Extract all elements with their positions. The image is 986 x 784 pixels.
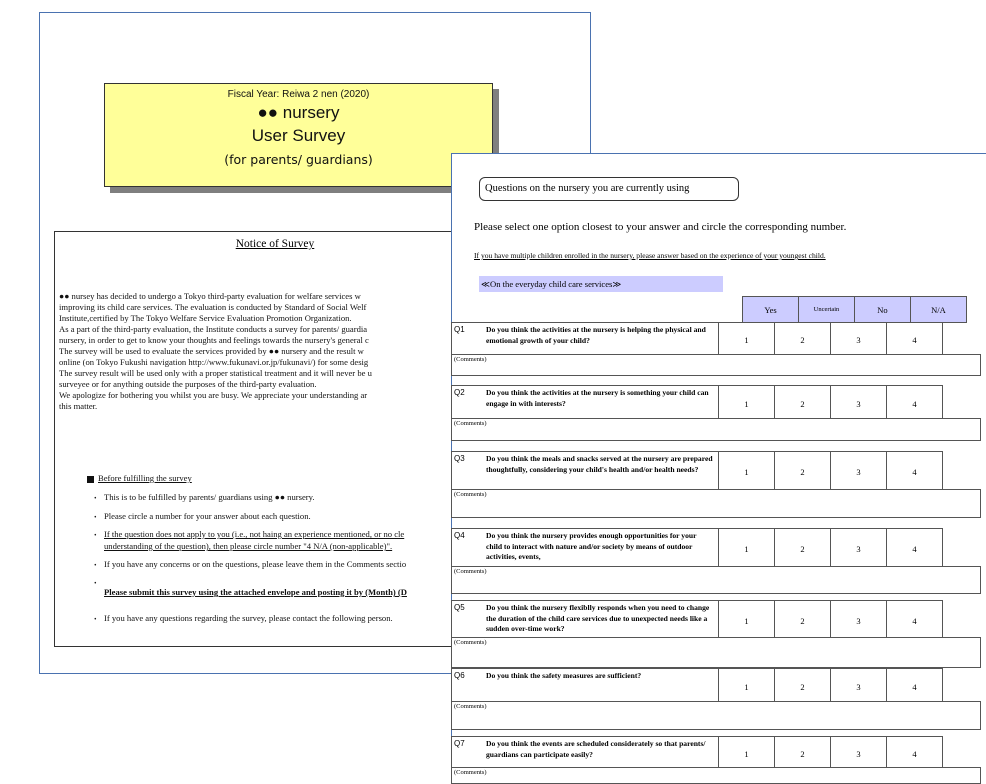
questionnaire-header: Questions on the nursery you are currently using [479,177,739,201]
comments-field[interactable]: (Comments) [451,354,981,376]
question-number: Q6 [454,671,465,680]
bullet-dot-icon: ・ [91,614,100,624]
bullet-dot-icon: ・ [91,512,100,522]
question-text: Do you think the nursery flexiblly responds when you need to change the duration of the child care services due to unexpected needs like a sudden over-time work? [486,603,710,633]
bullet-dot-icon: ・ [91,560,100,570]
notice-line: The survey result will be used only with a proper statistical treatment and it will never be u [59,368,372,378]
answer-option-1[interactable]: 1 [718,600,775,638]
answer-option-2[interactable]: 2 [774,451,831,490]
question-cell [451,322,719,355]
multiple-children-note: If you have multiple children enrolled in the nursery, please answer based on the experience of your youngest child. [474,251,826,260]
questionnaire-page [451,153,986,776]
question-cell [451,385,719,419]
comments-field[interactable]: (Comments) [451,489,981,518]
column-header-yes: Yes [742,296,799,323]
answer-option-4[interactable]: 4 [886,451,943,490]
before-fulfilling-heading: Before fulfilling the survey [98,473,192,483]
instruction-bullet: understanding of the question), then please circle number "4 N/A (non-applicable)". [104,541,393,551]
answer-option-2[interactable]: 2 [774,528,831,567]
answer-option-2[interactable]: 2 [774,385,831,419]
answer-option-1[interactable]: 1 [718,385,775,419]
instruction-bullet: Please circle a number for your answer about each question. [104,511,311,521]
question-text: Do you think the safety measures are sufficient? [486,671,642,680]
answer-option-3[interactable]: 3 [830,736,887,768]
title-box [104,83,493,187]
question-text: Do you think the events are scheduled considerately so that parents/ guardians can participate easily? [486,739,706,759]
answer-option-3[interactable]: 3 [830,528,887,567]
answer-option-4[interactable]: 4 [886,385,943,419]
answer-option-4[interactable]: 4 [886,600,943,638]
answer-option-4[interactable]: 4 [886,322,943,355]
instruction-text: Please select one option closest to your answer and circle the corresponding number. [474,221,847,233]
question-cell [451,451,719,490]
comments-field[interactable]: (Comments) [451,767,981,784]
column-header-na: N/A [910,296,967,323]
answer-option-4[interactable]: 4 [886,668,943,702]
submission-instruction: Please submit this survey using the attached envelope and posting it by (Month) (D [104,587,407,597]
question-text: Do you think the activities at the nursery is something your child can engage in with interests? [486,388,709,408]
answer-option-3[interactable]: 3 [830,668,887,702]
instruction-bullet: If the question does not apply to you (i.e., not haing an experience mentioned, or no cle [104,529,405,539]
question-cell [451,736,719,768]
question-row [451,600,981,668]
notice-line: surveyee or for anything outside the purposes of the third-party evaluation. [59,379,317,389]
question-number: Q5 [454,603,465,612]
notice-line: improving its child care services. The evaluation is conducted by Standard of Social Welf [59,302,367,312]
notice-title: Notice of Survey [235,238,315,250]
question-number: Q3 [454,454,465,463]
answer-option-1[interactable]: 1 [718,668,775,702]
answer-option-1[interactable]: 1 [718,528,775,567]
column-header-uncertain: Uncertain [798,296,855,323]
notice-line: Institute,certified by The Tokyo Welfare Service Evaluation Promotion Organization. [59,313,352,323]
notice-line: online (on Tokyo Fukushi navigation http://www.fukunavi.or.jp/fukunavi/) for some desig [59,357,369,367]
audience-subtitle: (for parents/ guardians) [224,152,373,167]
nursery-name: ●● nursery [257,103,340,122]
instruction-bullet: This is to be fulfilled by parents/ guardians using ●● nursery. [104,492,315,502]
answer-option-4[interactable]: 4 [886,736,943,768]
answer-option-2[interactable]: 2 [774,668,831,702]
question-cell [451,668,719,702]
answer-option-4[interactable]: 4 [886,528,943,567]
question-row [451,385,981,441]
instruction-bullet: If you have any concerns or on the questions, please leave them in the Comments sectio [104,559,407,569]
question-row [451,322,981,376]
square-bullet-icon [87,476,94,483]
notice-line: The survey will be used to evaluate the services provided by ●● nursery and the result w [59,346,364,356]
question-text: Do you think the nursery provides enough opportunities for your child to interact with nature and/or society by means of outdoor activities, events, [486,531,697,561]
answer-option-1[interactable]: 1 [718,736,775,768]
question-row [451,668,981,730]
comments-field[interactable]: (Comments) [451,701,981,730]
question-number: Q7 [454,739,465,748]
comments-field[interactable]: (Comments) [451,566,981,594]
question-row [451,451,981,518]
question-number: Q2 [454,388,465,397]
comments-field[interactable]: (Comments) [451,637,981,668]
question-cell [451,600,719,638]
question-number: Q4 [454,531,465,540]
comments-field[interactable]: (Comments) [451,418,981,441]
notice-line: ●● nursey has decided to undergo a Tokyo third-party evaluation for welfare services w [59,291,361,301]
survey-title: User Survey [251,126,346,145]
notice-line: this matter. [59,401,98,411]
question-number: Q1 [454,325,465,334]
bullet-dot-icon: ・ [91,493,100,503]
answer-option-2[interactable]: 2 [774,736,831,768]
answer-option-2[interactable]: 2 [774,600,831,638]
answer-option-3[interactable]: 3 [830,322,887,355]
question-cell [451,528,719,567]
answer-option-2[interactable]: 2 [774,322,831,355]
notice-line: As a part of the third-party evaluation, the Institute conducts a survey for parents/ guardia [59,324,368,334]
notice-line: We apologize for bothering you whilst you are busy. We appreciate your understanding ar [59,390,368,400]
answer-option-3[interactable]: 3 [830,451,887,490]
fiscal-year: Fiscal Year: Reiwa 2 nen (2020) [227,89,370,100]
instruction-bullet: If you have any questions regarding the survey, please contact the following person. [104,613,393,623]
question-text: Do you think the activities at the nursery is helping the physical and emotional growth of your child? [486,325,706,345]
answer-option-3[interactable]: 3 [830,385,887,419]
notice-line: nursery, in order to get to know your thoughts and feelings towards the nursery's general c [59,335,369,345]
bullet-dot-icon: ・ [91,578,100,588]
answer-option-3[interactable]: 3 [830,600,887,638]
question-row [451,736,981,784]
bullet-dot-icon: ・ [91,530,100,540]
answer-option-1[interactable]: 1 [718,322,775,355]
question-text: Do you think the meals and snacks served at the nursery are prepared thoughtfully, considering your child's health and/or health needs? [486,454,713,474]
answer-option-1[interactable]: 1 [718,451,775,490]
section-label: ≪On the everyday child care services≫ [479,276,723,292]
column-header-no: No [854,296,911,323]
question-row [451,528,981,594]
